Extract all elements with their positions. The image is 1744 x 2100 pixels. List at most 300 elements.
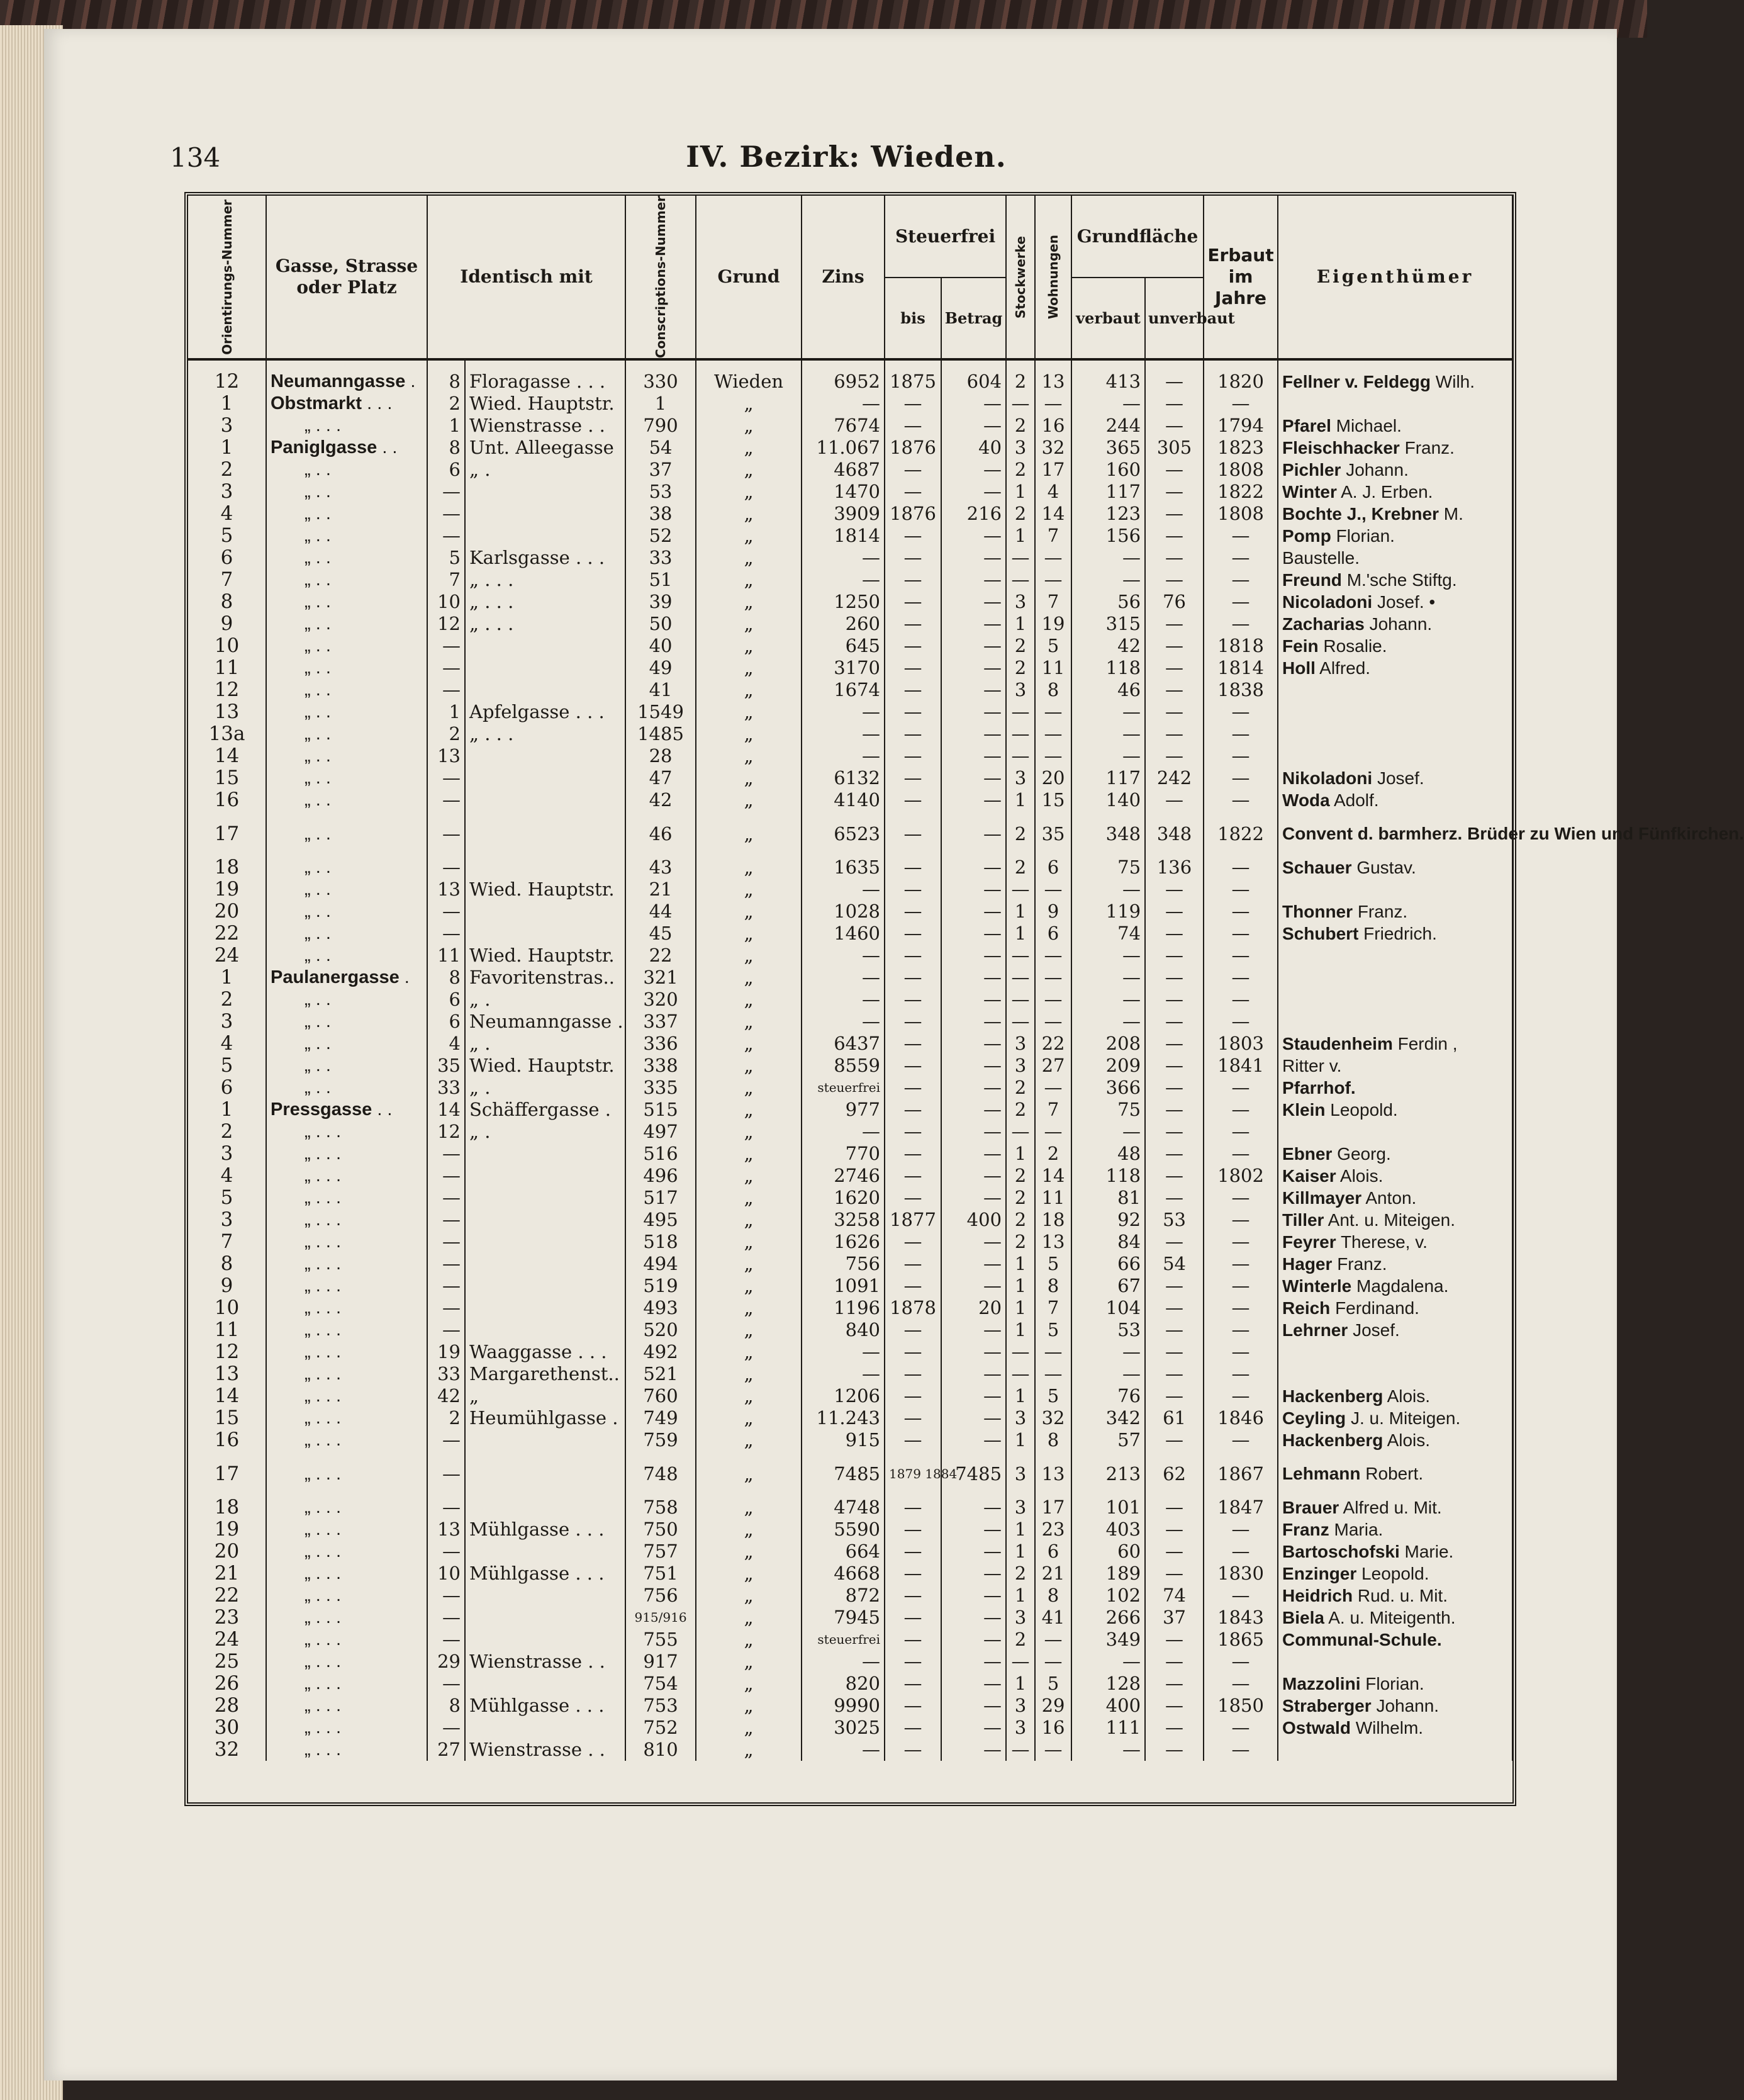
erbaut-jahr: — <box>1204 1319 1278 1341</box>
eigenthuemer <box>1278 1629 1512 1651</box>
zins: 3025 <box>802 1717 885 1739</box>
grund: „ <box>696 1033 802 1055</box>
steuerfrei-betrag: — <box>941 1429 1006 1451</box>
eigenthuemer <box>1278 393 1512 415</box>
steuerfrei-bis: — <box>885 811 941 856</box>
owner-surname: Schubert <box>1282 924 1359 944</box>
identisch-nr: 6 <box>427 1011 465 1033</box>
identisch-nr: — <box>427 1187 465 1209</box>
erbaut-jahr: — <box>1204 393 1278 415</box>
leader-dots: . . <box>315 680 331 700</box>
owner-rest: Ferdinand. <box>1335 1298 1419 1318</box>
table-row <box>188 1055 1512 1077</box>
flaeche-verbaut: 117 <box>1071 481 1145 503</box>
zins: 1814 <box>802 525 885 547</box>
street-label: „ <box>305 879 311 900</box>
leader-dots: . . . <box>315 1254 342 1274</box>
flaeche-verbaut: 60 <box>1071 1541 1145 1563</box>
flaeche-unverbaut: — <box>1145 701 1204 723</box>
eigenthuemer <box>1278 1231 1512 1253</box>
wohnungen: 9 <box>1035 901 1071 923</box>
stockwerke: 1 <box>1006 1319 1035 1341</box>
erbaut-jahr: — <box>1204 745 1278 767</box>
leader-dots: . . <box>315 879 331 900</box>
wohnungen: 22 <box>1035 1033 1071 1055</box>
grund: „ <box>696 1231 802 1253</box>
conscriptions-nr: 492 <box>625 1341 696 1363</box>
identisch-nr: — <box>427 1429 465 1451</box>
flaeche-verbaut: 266 <box>1071 1607 1145 1629</box>
steuerfrei-betrag: — <box>941 1541 1006 1563</box>
grund: „ <box>696 1319 802 1341</box>
steuerfrei-bis: 1875 <box>885 359 941 393</box>
identisch-strasse <box>465 503 625 525</box>
orient-nr: 10 <box>188 1297 266 1319</box>
wohnungen: 32 <box>1035 1407 1071 1429</box>
register-table-frame <box>184 192 1744 1806</box>
leader-dots: . . <box>315 592 331 612</box>
flaeche-unverbaut: — <box>1145 1541 1204 1563</box>
leader-dots: . . . <box>315 1651 342 1672</box>
header-unverbaut: unverbaut <box>1145 278 1204 359</box>
conscriptions-nr: 49 <box>625 657 696 679</box>
stockwerke: 2 <box>1006 856 1035 879</box>
table-row <box>188 901 1512 923</box>
street-label: Paniglgasse <box>271 437 377 458</box>
street-label: Paulanergasse <box>271 967 400 988</box>
flaeche-unverbaut: — <box>1145 1055 1204 1077</box>
conscriptions-nr: 41 <box>625 679 696 701</box>
wohnungen: — <box>1035 1651 1071 1673</box>
grund: „ <box>696 591 802 613</box>
eigenthuemer <box>1278 923 1512 945</box>
eigenthuemer <box>1278 1253 1512 1275</box>
zins: — <box>802 1739 885 1761</box>
zins: 7674 <box>802 415 885 437</box>
stockwerke: 1 <box>1006 789 1035 811</box>
steuerfrei-betrag: — <box>941 989 1006 1011</box>
identisch-nr: — <box>427 635 465 657</box>
header-orientirungs-nummer: Orientirungs-Nummer <box>188 196 266 359</box>
leader-dots: . . . <box>315 1629 342 1650</box>
zins: 1250 <box>802 591 885 613</box>
orient-nr: 1 <box>188 437 266 459</box>
stockwerke: — <box>1006 393 1035 415</box>
leader-dots: . . . <box>315 1143 342 1164</box>
wohnungen: 13 <box>1035 359 1071 393</box>
zins: — <box>802 879 885 901</box>
flaeche-verbaut: 156 <box>1071 525 1145 547</box>
conscriptions-nr: 46 <box>625 811 696 856</box>
identisch-strasse <box>465 1253 625 1275</box>
identisch-strasse <box>465 679 625 701</box>
identisch-nr: — <box>427 1673 465 1695</box>
flaeche-unverbaut: — <box>1145 459 1204 481</box>
leader-dots: . . . <box>315 1298 342 1318</box>
owner-rest: Josef. • <box>1377 592 1436 612</box>
steuerfrei-betrag: — <box>941 613 1006 635</box>
street-name <box>266 1099 427 1121</box>
zins: 11.067 <box>802 437 885 459</box>
owner-rest: Johann. <box>1346 460 1409 480</box>
steuerfrei-bis: — <box>885 1607 941 1629</box>
eigenthuemer <box>1278 1385 1512 1407</box>
flaeche-unverbaut: — <box>1145 879 1204 901</box>
flaeche-verbaut: 348 <box>1071 811 1145 856</box>
erbaut-jahr: — <box>1204 569 1278 591</box>
leader-dots: . . <box>315 1077 331 1098</box>
owner-surname: Pfarel <box>1282 416 1331 436</box>
eigenthuemer <box>1278 1209 1512 1231</box>
table-row <box>188 1541 1512 1563</box>
owner-surname: Fein <box>1282 636 1319 656</box>
steuerfrei-bis: — <box>885 1695 941 1717</box>
owner-rest: A. J. Erben. <box>1341 482 1433 502</box>
street-label: „ <box>305 592 311 612</box>
owner-surname: Franz <box>1282 1520 1329 1540</box>
grund: „ <box>696 547 802 569</box>
street-name <box>266 1673 427 1695</box>
conscriptions-nr: 320 <box>625 989 696 1011</box>
table-row <box>188 723 1512 745</box>
header-conscriptions-nummer: Conscriptions-Nummer <box>625 196 696 359</box>
steuerfrei-bis: — <box>885 1496 941 1519</box>
steuerfrei-bis: — <box>885 1143 941 1165</box>
erbaut-jahr: — <box>1204 967 1278 989</box>
street-name <box>266 901 427 923</box>
steuerfrei-bis: — <box>885 569 941 591</box>
owner-surname: Ostwald <box>1282 1718 1351 1738</box>
identisch-nr: 8 <box>427 1695 465 1717</box>
zins: — <box>802 1341 885 1363</box>
leader-dots: . . <box>315 1033 331 1054</box>
zins: 1470 <box>802 481 885 503</box>
street-label: „ <box>305 1497 311 1518</box>
identisch-strasse <box>465 1165 625 1187</box>
orient-nr: 5 <box>188 525 266 547</box>
identisch-nr: 42 <box>427 1385 465 1407</box>
conscriptions-nr: 754 <box>625 1673 696 1695</box>
identisch-strasse: Waaggasse . . . <box>465 1341 625 1363</box>
wohnungen: 16 <box>1035 415 1071 437</box>
owner-surname: Brauer <box>1282 1498 1339 1518</box>
flaeche-verbaut: 209 <box>1071 1055 1145 1077</box>
steuerfrei-betrag: — <box>941 1231 1006 1253</box>
owner-rest: Marie. <box>1404 1542 1454 1562</box>
grund: „ <box>696 1275 802 1297</box>
conscriptions-nr: 33 <box>625 547 696 569</box>
steuerfrei-betrag: — <box>941 1341 1006 1363</box>
grund: „ <box>696 1607 802 1629</box>
stockwerke: 3 <box>1006 1451 1035 1496</box>
conscriptions-nr: 790 <box>625 415 696 437</box>
flaeche-unverbaut: — <box>1145 1739 1204 1761</box>
street-label: „ <box>305 1585 311 1606</box>
erbaut-jahr: — <box>1204 1011 1278 1033</box>
street-label: „ <box>305 1188 311 1208</box>
conscriptions-nr: 51 <box>625 569 696 591</box>
flaeche-verbaut: 189 <box>1071 1563 1145 1585</box>
steuerfrei-betrag: — <box>941 701 1006 723</box>
wohnungen: 7 <box>1035 591 1071 613</box>
conscriptions-nr: 750 <box>625 1519 696 1541</box>
street-name <box>266 1541 427 1563</box>
grund: „ <box>696 525 802 547</box>
street-label: „ <box>305 636 311 656</box>
street-name <box>266 525 427 547</box>
street-name <box>266 1629 427 1651</box>
stockwerke: — <box>1006 989 1035 1011</box>
flaeche-verbaut: 57 <box>1071 1429 1145 1451</box>
stockwerke: 3 <box>1006 767 1035 789</box>
orient-nr: 4 <box>188 1033 266 1055</box>
flaeche-unverbaut: — <box>1145 745 1204 767</box>
flaeche-unverbaut: — <box>1145 1717 1204 1739</box>
street-name <box>266 1607 427 1629</box>
owner-surname: Tiller <box>1282 1210 1324 1230</box>
steuerfrei-bis: — <box>885 856 941 879</box>
erbaut-jahr: 1841 <box>1204 1055 1278 1077</box>
wohnungen: 41 <box>1035 1607 1071 1629</box>
conscriptions-nr: 517 <box>625 1187 696 1209</box>
eigenthuemer <box>1278 879 1512 901</box>
wohnungen: 35 <box>1035 811 1071 856</box>
identisch-strasse: „ . . . <box>465 591 625 613</box>
wohnungen: 11 <box>1035 657 1071 679</box>
steuerfrei-bis: — <box>885 1363 941 1385</box>
erbaut-jahr: — <box>1204 1121 1278 1143</box>
steuerfrei-bis: — <box>885 547 941 569</box>
zins: 977 <box>802 1099 885 1121</box>
flaeche-unverbaut: — <box>1145 393 1204 415</box>
erbaut-jahr: 1808 <box>1204 459 1278 481</box>
identisch-nr: — <box>427 767 465 789</box>
flaeche-verbaut: — <box>1071 745 1145 767</box>
zins: 3909 <box>802 503 885 525</box>
orient-nr: 11 <box>188 657 266 679</box>
erbaut-jahr: — <box>1204 1519 1278 1541</box>
stockwerke: 2 <box>1006 359 1035 393</box>
identisch-nr: 6 <box>427 459 465 481</box>
flaeche-verbaut: 118 <box>1071 1165 1145 1187</box>
street-label: „ <box>305 570 311 590</box>
conscriptions-nr: 810 <box>625 1739 696 1761</box>
erbaut-jahr: 1850 <box>1204 1695 1278 1717</box>
erbaut-jahr: — <box>1204 901 1278 923</box>
table-row <box>188 745 1512 767</box>
zins: — <box>802 393 885 415</box>
grund: „ <box>696 503 802 525</box>
identisch-nr: — <box>427 679 465 701</box>
steuerfrei-betrag: — <box>941 1143 1006 1165</box>
zins: 4687 <box>802 459 885 481</box>
grund: „ <box>696 745 802 767</box>
header-grund: Grund <box>696 196 802 359</box>
grund: „ <box>696 1055 802 1077</box>
street-label: „ <box>305 1165 311 1186</box>
identisch-nr: — <box>427 525 465 547</box>
flaeche-unverbaut: — <box>1145 901 1204 923</box>
conscriptions-nr: 753 <box>625 1695 696 1717</box>
owner-surname: Heidrich <box>1282 1586 1353 1606</box>
flaeche-verbaut: — <box>1071 967 1145 989</box>
table-row <box>188 1033 1512 1055</box>
wohnungen: 7 <box>1035 1297 1071 1319</box>
eigenthuemer <box>1278 459 1512 481</box>
grund: „ <box>696 1585 802 1607</box>
steuerfrei-bis: — <box>885 701 941 723</box>
stockwerke: — <box>1006 1341 1035 1363</box>
header-wohnungen: Wohnungen <box>1035 196 1071 359</box>
owner-rest: Maria. <box>1334 1520 1383 1540</box>
erbaut-jahr: 1803 <box>1204 1033 1278 1055</box>
zins: 1091 <box>802 1275 885 1297</box>
wohnungen: 7 <box>1035 525 1071 547</box>
conscriptions-nr: 321 <box>625 967 696 989</box>
wohnungen: — <box>1035 1077 1071 1099</box>
zins: 1620 <box>802 1187 885 1209</box>
orient-nr: 15 <box>188 1407 266 1429</box>
grund: „ <box>696 1121 802 1143</box>
street-name <box>266 359 427 393</box>
eigenthuemer <box>1278 967 1512 989</box>
owner-rest: Johann. <box>1376 1696 1439 1716</box>
eigenthuemer <box>1278 745 1512 767</box>
steuerfrei-betrag: — <box>941 723 1006 745</box>
eigenthuemer <box>1278 1717 1512 1739</box>
flaeche-unverbaut: — <box>1145 1033 1204 1055</box>
wohnungen: 5 <box>1035 1319 1071 1341</box>
identisch-strasse <box>465 1275 625 1297</box>
owner-rest: Alfred. <box>1319 658 1371 678</box>
zins: 11.243 <box>802 1407 885 1429</box>
owner-rest: Leopold. <box>1361 1564 1429 1584</box>
flaeche-unverbaut: — <box>1145 503 1204 525</box>
table-row <box>188 789 1512 811</box>
grund: „ <box>696 1407 802 1429</box>
identisch-nr: 13 <box>427 1519 465 1541</box>
street-name <box>266 1165 427 1187</box>
owner-rest: Franz. <box>1357 902 1408 922</box>
street-label: „ <box>305 1464 311 1485</box>
leader-dots: . . <box>315 724 331 744</box>
owner-surname: Biela <box>1282 1608 1324 1628</box>
flaeche-unverbaut: — <box>1145 1673 1204 1695</box>
identisch-strasse <box>465 1585 625 1607</box>
table-row <box>188 1209 1512 1231</box>
zins: 756 <box>802 1253 885 1275</box>
zins: 3258 <box>802 1209 885 1231</box>
owner-rest: Josef. <box>1377 768 1424 789</box>
flaeche-unverbaut: — <box>1145 923 1204 945</box>
zins: 840 <box>802 1319 885 1341</box>
steuerfrei-betrag: — <box>941 547 1006 569</box>
steuerfrei-bis: — <box>885 1187 941 1209</box>
flaeche-verbaut: 104 <box>1071 1297 1145 1319</box>
identisch-nr: 19 <box>427 1341 465 1363</box>
wohnungen: 6 <box>1035 1541 1071 1563</box>
street-label: „ <box>305 1077 311 1098</box>
street-label: „ <box>305 1011 311 1032</box>
steuerfrei-betrag: — <box>941 967 1006 989</box>
leader-dots: . . . <box>315 1563 342 1584</box>
leader-dots: . . <box>315 503 331 524</box>
orient-nr: 2 <box>188 459 266 481</box>
owner-surname: Hager <box>1282 1254 1333 1274</box>
conscriptions-nr: 43 <box>625 856 696 879</box>
identisch-nr: — <box>427 1585 465 1607</box>
table-row <box>188 481 1512 503</box>
eigenthuemer <box>1278 481 1512 503</box>
steuerfrei-betrag: 7485 <box>941 1451 1006 1496</box>
steuerfrei-bis: — <box>885 1563 941 1585</box>
owner-surname: Bochte J., Krebner <box>1282 504 1439 524</box>
table-row <box>188 1165 1512 1187</box>
header-eigenthuemer: Eigenthümer <box>1278 196 1512 359</box>
eigenthuemer <box>1278 1033 1512 1055</box>
orient-nr: 6 <box>188 1077 266 1099</box>
flaeche-unverbaut: — <box>1145 1121 1204 1143</box>
flaeche-unverbaut: — <box>1145 1629 1204 1651</box>
identisch-nr: 1 <box>427 701 465 723</box>
steuerfrei-bis: — <box>885 967 941 989</box>
street-name <box>266 1143 427 1165</box>
steuerfrei-betrag: — <box>941 459 1006 481</box>
conscriptions-nr: 39 <box>625 591 696 613</box>
conscriptions-nr: 752 <box>625 1717 696 1739</box>
identisch-nr: 10 <box>427 591 465 613</box>
eigenthuemer <box>1278 1407 1512 1429</box>
zins: — <box>802 547 885 569</box>
wohnungen: 11 <box>1035 1187 1071 1209</box>
orient-nr: 5 <box>188 1055 266 1077</box>
zins: 6132 <box>802 767 885 789</box>
street-label: „ <box>305 1254 311 1274</box>
flaeche-unverbaut: — <box>1145 1319 1204 1341</box>
table-row <box>188 856 1512 879</box>
grund: „ <box>696 635 802 657</box>
table-row <box>188 1407 1512 1429</box>
owner-surname: Straberger <box>1282 1696 1372 1716</box>
owner-surname: Ceyling <box>1282 1408 1346 1429</box>
grund: „ <box>696 459 802 481</box>
eigenthuemer <box>1278 1563 1512 1585</box>
steuerfrei-betrag: — <box>941 1496 1006 1519</box>
flaeche-verbaut: 46 <box>1071 679 1145 701</box>
steuerfrei-betrag: — <box>941 789 1006 811</box>
flaeche-unverbaut: — <box>1145 1341 1204 1363</box>
wohnungen: 8 <box>1035 1429 1071 1451</box>
erbaut-jahr: 1867 <box>1204 1451 1278 1496</box>
header-stockwerke: Stockwerke <box>1006 196 1035 359</box>
orient-nr: 25 <box>188 1651 266 1673</box>
header-identisch-mit: Identisch mit <box>427 196 625 359</box>
grund: „ <box>696 923 802 945</box>
erbaut-jahr: — <box>1204 1673 1278 1695</box>
zins: — <box>802 945 885 967</box>
steuerfrei-betrag: — <box>941 1563 1006 1585</box>
owner-rest: Georg. <box>1337 1144 1391 1164</box>
identisch-nr: — <box>427 1496 465 1519</box>
flaeche-verbaut: 413 <box>1071 359 1145 393</box>
owner-surname: Pfarrhof. <box>1282 1078 1356 1098</box>
steuerfrei-bis: 1879 1884 <box>885 1451 941 1496</box>
street-label: „ <box>305 1430 311 1451</box>
street-name <box>266 657 427 679</box>
identisch-strasse: Wied. Hauptstr. <box>465 945 625 967</box>
leader-dots: . . <box>315 746 331 766</box>
stockwerke: 3 <box>1006 1695 1035 1717</box>
